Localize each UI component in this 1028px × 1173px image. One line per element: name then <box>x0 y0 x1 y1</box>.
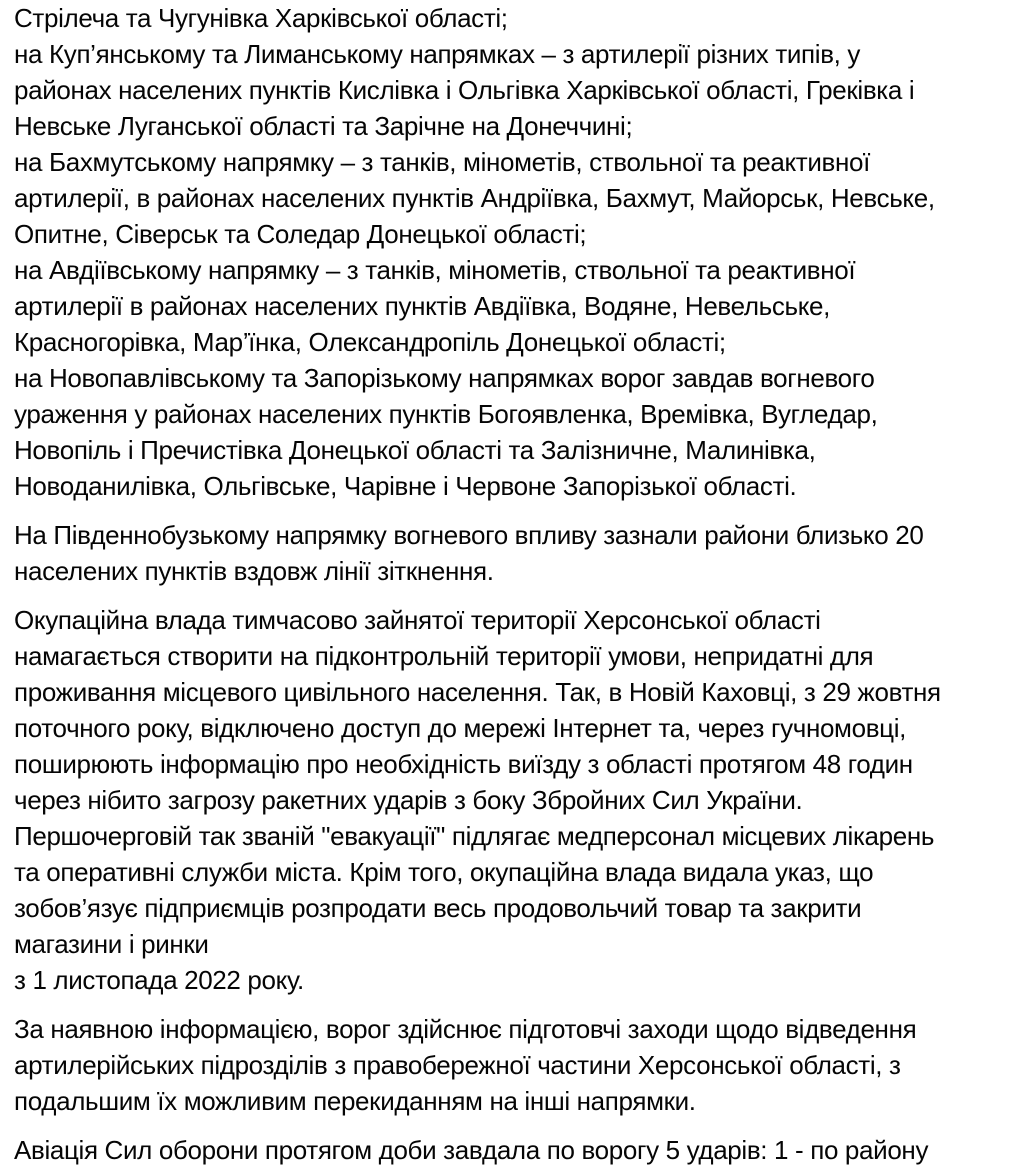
text-line: ураження у районах населених пунктів Богоявленка, Времівка, Вугледар, <box>14 399 878 429</box>
text-line: артилерійських підрозділів з правобережної частини Херсонської області, з <box>14 1050 901 1080</box>
text-line: Першочерговій так званій "евакуації" підлягає медперсонал місцевих лікарень <box>14 821 935 851</box>
text-line: проживання місцевого цивільного населення. Так, в Новій Каховці, з 29 жовтня <box>14 677 941 707</box>
text-line: подальшим їх можливим перекиданням на інші напрямки. <box>14 1086 696 1116</box>
text-line: За наявною інформацією, ворог здійснює підготовчі заходи щодо відведення <box>14 1014 917 1044</box>
text-line: зобов’язує підприємців розпродати весь продовольчий товар та закрити <box>14 893 862 923</box>
text-line: артилерії в районах населених пунктів Авдіївка, Водяне, Невельське, <box>14 291 831 321</box>
text-line: Новопіль і Пречистівка Донецької області та Залізничне, Малинівка, <box>14 435 816 465</box>
text-line: через нібито загрозу ракетних ударів з боку Збройних Сил України. <box>14 785 803 815</box>
text-line: артилерії, в районах населених пунктів Андріївка, Бахмут, Майорськ, Невське, <box>14 183 935 213</box>
paragraph <box>14 602 1016 998</box>
text-line: на Авдіївському напрямку – з танків, мінометів, ствольної та реактивної <box>14 255 856 285</box>
paragraph <box>14 1132 1016 1168</box>
text-line: Невське Луганської області та Зарічне на Донеччині; <box>14 111 633 141</box>
text-line: поширюють інформацію про необхідність виїзду з області протягом 48 годин <box>14 749 913 779</box>
paragraph <box>14 0 1016 504</box>
text-line: Стрілеча та Чугунівка Харківської області; <box>14 3 508 33</box>
text-line: магазини і ринки <box>14 929 209 959</box>
text-line: поточного року, відключено доступ до мережі Інтернет та, через гучномовці, <box>14 713 906 743</box>
text-line: на Бахмутському напрямку – з танків, мінометів, ствольної та реактивної <box>14 147 870 177</box>
text-line: Красногорівка, Мар’їнка, Олександропіль Донецької області; <box>14 327 726 357</box>
text-line: Окупаційна влада тимчасово зайнятої території Херсонської області <box>14 605 821 635</box>
text-line: районах населених пунктів Кислівка і Ольгівка Харківської області, Греківка і <box>14 75 915 105</box>
text-line: з 1 листопада 2022 року. <box>14 965 304 995</box>
text-line: на Новопавлівському та Запорізькому напрямках ворог завдав вогневого <box>14 363 875 393</box>
text-line: на Куп’янському та Лиманському напрямках – з артилерії різних типів, у <box>14 39 861 69</box>
text-line: Авіація Сил оборони протягом доби завдала по ворогу 5 ударів: 1 - по району <box>14 1135 929 1165</box>
paragraph <box>14 517 1016 589</box>
text-line: населених пунктів вздовж лінії зіткнення. <box>14 556 494 586</box>
text-line: На Південнобузькому напрямку вогневого впливу зазнали райони близько 20 <box>14 520 924 550</box>
text-line: намагається створити на підконтрольній території умови, непридатні для <box>14 641 874 671</box>
text-line: Опитне, Сіверськ та Соледар Донецької області; <box>14 219 587 249</box>
text-line: та оперативні служби міста. Крім того, окупаційна влада видала указ, що <box>14 857 874 887</box>
paragraph <box>14 1011 1016 1119</box>
text-line: Новоданилівка, Ольгівське, Чарівне і Червоне Запорізької області. <box>14 471 797 501</box>
